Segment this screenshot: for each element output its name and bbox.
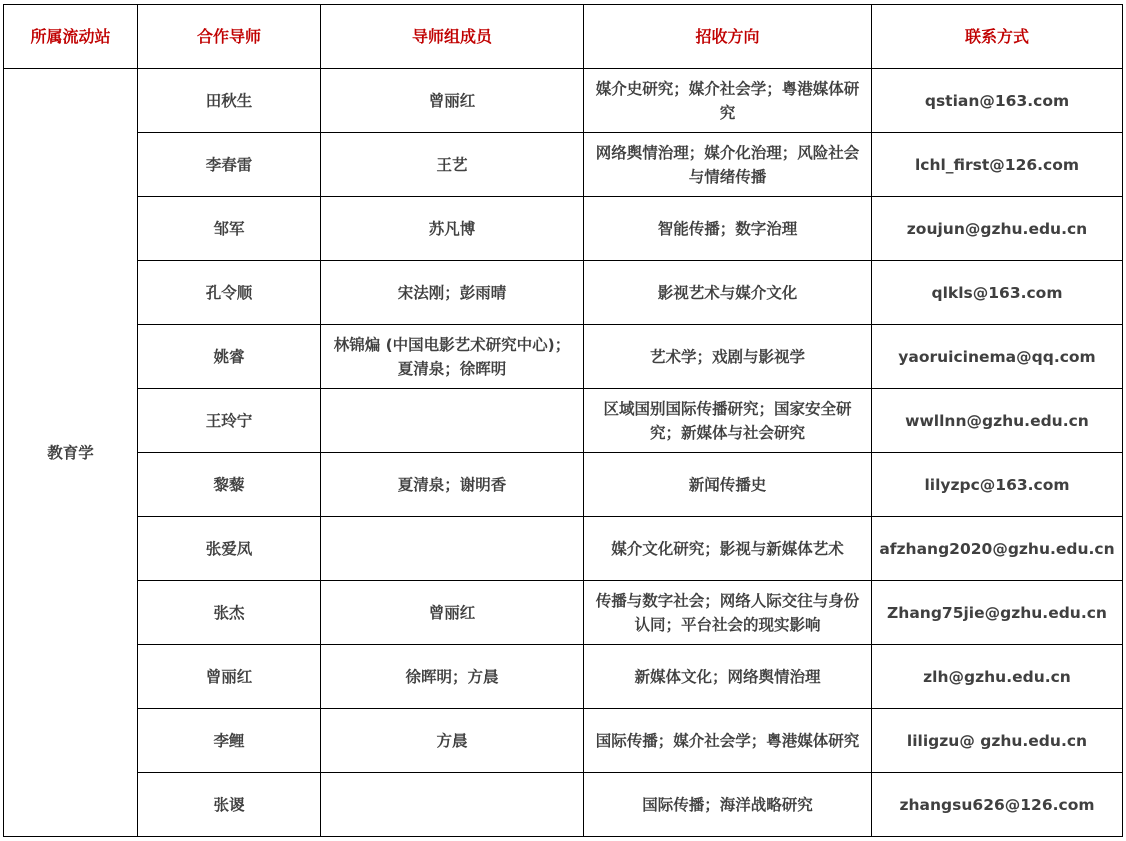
direction-cell: 媒介文化研究；影视与新媒体艺术 — [584, 517, 872, 581]
table-row — [4, 773, 1123, 837]
members-cell: 徐晖明；方晨 — [321, 645, 584, 709]
table-row — [4, 709, 1123, 773]
direction-cell: 区域国别国际传播研究；国家安全研究；新媒体与社会研究 — [584, 389, 872, 453]
advisor-cell: 黎藜 — [138, 453, 321, 517]
advisor-cell: 邹军 — [138, 197, 321, 261]
contact-cell: liligzu@ gzhu.edu.cn — [872, 709, 1123, 773]
table-row — [4, 261, 1123, 325]
advisor-table — [3, 4, 1123, 837]
table-header-row — [4, 5, 1123, 69]
header-contact: 联系方式 — [872, 5, 1123, 69]
members-cell: 方晨 — [321, 709, 584, 773]
contact-cell: lilyzpc@163.com — [872, 453, 1123, 517]
header-direction: 招收方向 — [584, 5, 872, 69]
contact-cell: yaoruicinema@qq.com — [872, 325, 1123, 389]
members-cell: 王艺 — [321, 133, 584, 197]
direction-cell: 国际传播；媒介社会学；粤港媒体研究 — [584, 709, 872, 773]
table-row — [4, 645, 1123, 709]
table-row — [4, 581, 1123, 645]
direction-cell: 媒介史研究；媒介社会学；粤港媒体研究 — [584, 69, 872, 133]
direction-cell: 新媒体文化；网络舆情治理 — [584, 645, 872, 709]
advisor-cell: 田秋生 — [138, 69, 321, 133]
members-cell — [321, 773, 584, 837]
table-row — [4, 69, 1123, 133]
direction-cell: 网络舆情治理；媒介化治理；风险社会与情绪传播 — [584, 133, 872, 197]
members-cell: 林锦煸 (中国电影艺术研究中心)；夏清泉；徐晖明 — [321, 325, 584, 389]
advisor-cell: 张杰 — [138, 581, 321, 645]
members-cell: 夏清泉；谢明香 — [321, 453, 584, 517]
contact-cell: lchl_first@126.com — [872, 133, 1123, 197]
contact-cell: Zhang75jie@gzhu.edu.cn — [872, 581, 1123, 645]
advisor-cell: 李春雷 — [138, 133, 321, 197]
advisor-cell: 王玲宁 — [138, 389, 321, 453]
members-cell: 曾丽红 — [321, 581, 584, 645]
members-cell: 苏凡博 — [321, 197, 584, 261]
table-row — [4, 453, 1123, 517]
direction-cell: 影视艺术与媒介文化 — [584, 261, 872, 325]
direction-cell: 传播与数字社会；网络人际交往与身份认同；平台社会的现实影响 — [584, 581, 872, 645]
direction-cell: 新闻传播史 — [584, 453, 872, 517]
contact-cell: afzhang2020@gzhu.edu.cn — [872, 517, 1123, 581]
contact-cell: qlkls@163.com — [872, 261, 1123, 325]
direction-cell: 智能传播；数字治理 — [584, 197, 872, 261]
advisor-cell: 李鲤 — [138, 709, 321, 773]
advisor-cell: 孔令顺 — [138, 261, 321, 325]
advisor-cell: 曾丽红 — [138, 645, 321, 709]
direction-cell: 国际传播；海洋战略研究 — [584, 773, 872, 837]
members-cell: 宋法刚；彭雨晴 — [321, 261, 584, 325]
header-station: 所属流动站 — [4, 5, 138, 69]
header-advisor: 合作导师 — [138, 5, 321, 69]
table-row — [4, 197, 1123, 261]
contact-cell: zoujun@gzhu.edu.cn — [872, 197, 1123, 261]
table-row — [4, 325, 1123, 389]
members-cell: 曾丽红 — [321, 69, 584, 133]
contact-cell: zlh@gzhu.edu.cn — [872, 645, 1123, 709]
contact-cell: zhangsu626@126.com — [872, 773, 1123, 837]
contact-cell: wwllnn@gzhu.edu.cn — [872, 389, 1123, 453]
advisor-cell: 张谡 — [138, 773, 321, 837]
advisor-cell: 张爱凤 — [138, 517, 321, 581]
advisor-cell: 姚睿 — [138, 325, 321, 389]
table-row — [4, 133, 1123, 197]
table-row — [4, 517, 1123, 581]
station-cell: 教育学 — [4, 69, 138, 837]
contact-cell: qstian@163.com — [872, 69, 1123, 133]
direction-cell: 艺术学；戏剧与影视学 — [584, 325, 872, 389]
members-cell — [321, 389, 584, 453]
table-row — [4, 389, 1123, 453]
header-members: 导师组成员 — [321, 5, 584, 69]
members-cell — [321, 517, 584, 581]
